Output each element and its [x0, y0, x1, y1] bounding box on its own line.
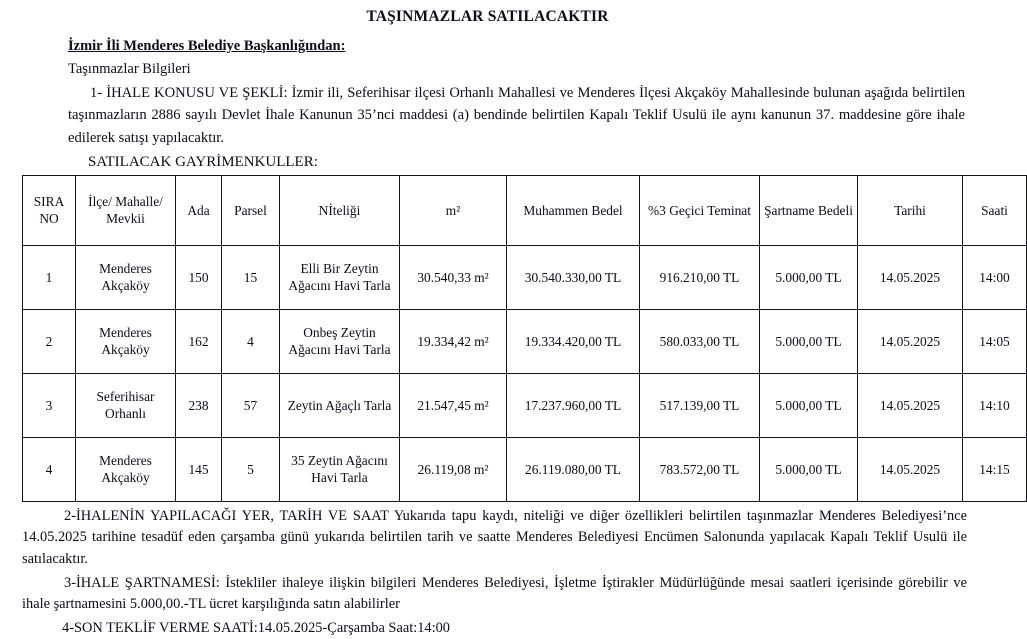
cell-muhammen-bedel: 19.334.420,00 TL	[507, 309, 640, 373]
cell-parsel: 5	[222, 437, 280, 501]
cell-gecici-teminat: 916.210,00 TL	[640, 245, 760, 309]
cell-mahalle: Akçaköy	[101, 278, 150, 294]
cell-parsel: 4	[222, 309, 280, 373]
cell-niteligi: Onbeş Zeytin Ağacını Havi Tarla	[280, 309, 400, 373]
cell-saati: 14:00	[963, 245, 1027, 309]
cell-sartname-bedeli: 5.000,00 TL	[760, 309, 858, 373]
cell-sira-no: 1	[23, 245, 76, 309]
cell-tarihi: 14.05.2025	[858, 373, 963, 437]
cell-ilce: Menderes	[99, 325, 152, 341]
cell-ada: 150	[176, 245, 222, 309]
cell-niteligi: Zeytin Ağaçlı Tarla	[280, 373, 400, 437]
paragraph-3: 3-İHALE ŞARTNAMESİ: İstekliler ihaleye ilişkin bilgileri Menderes Belediyesi, İşletme İştirakler Müdürlüğünde mesai saatleri içerisinde görebilir ve ihale şartnamesini 5.000,00.-TL ücret karşılığında satın alabilirler	[22, 574, 967, 613]
cell-tarihi: 14.05.2025	[858, 437, 963, 501]
table-row	[23, 437, 1027, 501]
col-header-m2: m²	[400, 175, 507, 245]
table-row	[23, 245, 1027, 309]
cell-m2: 21.547,45 m²	[400, 373, 507, 437]
cell-niteligi: 35 Zeytin Ağacını Havi Tarla	[280, 437, 400, 501]
cell-ada: 145	[176, 437, 222, 501]
col-header-ilce-mahalle-mevkii: İlçe/ Mahalle/ Mevkii	[76, 175, 176, 245]
authority-line	[68, 37, 965, 57]
cell-m2: 26.119,08 m²	[400, 437, 507, 501]
cell-ilce: Seferihisar	[96, 389, 155, 405]
cell-sartname-bedeli: 5.000,00 TL	[760, 373, 858, 437]
col-header-muhammen-bedel: Muhammen Bedel	[507, 175, 640, 245]
col-header-ada: Ada	[176, 175, 222, 245]
cell-parsel: 15	[222, 245, 280, 309]
cell-saati: 14:10	[963, 373, 1027, 437]
cell-m2: 19.334,42 m²	[400, 309, 507, 373]
cell-ada: 162	[176, 309, 222, 373]
cell-sira-no: 3	[23, 373, 76, 437]
intro-block	[0, 37, 975, 173]
cell-mahalle: Akçaköy	[101, 342, 150, 358]
properties-info-label: Taşınmazlar Bilgileri	[68, 61, 191, 78]
col-header-niteligi: Nİteliği	[280, 175, 400, 245]
table-body	[23, 245, 1027, 501]
cell-ilce-mahalle	[76, 245, 176, 309]
cell-ilce-mahalle	[76, 437, 176, 501]
document-page	[0, 8, 1010, 636]
cell-muhammen-bedel: 26.119.080,00 TL	[507, 437, 640, 501]
cell-sira-no: 4	[23, 437, 76, 501]
cell-ilce: Menderes	[99, 453, 152, 469]
cell-muhammen-bedel: 17.237.960,00 TL	[507, 373, 640, 437]
col-header-sira-no: SIRA NO	[23, 175, 76, 245]
paragraph-1: 1- İHALE KONUSU VE ŞEKLİ: İzmir ili, Seferihisar ilçesi Orhanlı Mahallesi ve Menderes İlçesi Akçaköy Mahallesinde bulunan aşağıda belirtilen taşınmazların 2886 sayılı Devlet İhale Kanunun 35’nci maddesi (a) bendinde belirtilen Kapalı Teklif Usulü ile aynı kanunun 37. maddesine göre ihale edilerek satışı yapılacaktır.	[68, 85, 965, 146]
cell-gecici-teminat: 783.572,00 TL	[640, 437, 760, 501]
cell-mahalle: Akçaköy	[101, 470, 150, 486]
cell-gecici-teminat: 580.033,00 TL	[640, 309, 760, 373]
properties-table-wrapper	[0, 175, 1010, 502]
table-row	[23, 309, 1027, 373]
paragraph-2: 2-İHALENİN YAPILACAĞI YER, TARİH VE SAAT Yukarıda tapu kaydı, niteliği ve diğer özellikleri belirtilen taşınmazlar Menderes Belediyesi’nce 14.05.2025 tarihine tesadüf eden çarşamba günü yukarıda belirtilen tarih ve saatte Menderes Belediyesi Encümen Salonunda yapılacak Kapalı Teklif Usulü ile satılacaktır.	[22, 507, 967, 567]
col-header-parsel: Parsel	[222, 175, 280, 245]
cell-sira-no: 2	[23, 309, 76, 373]
cell-mahalle: Orhanlı	[105, 406, 146, 422]
table-head	[23, 175, 1027, 245]
authority-heading: İzmir İli Menderes Belediye Başkanlığından:	[68, 37, 346, 54]
col-header-saati: Saati	[963, 175, 1027, 245]
cell-sartname-bedeli: 5.000,00 TL	[760, 245, 858, 309]
cell-ilce-mahalle	[76, 373, 176, 437]
cell-saati: 14:05	[963, 309, 1027, 373]
paragraph-4: 4-SON TEKLİF VERME SAATİ:14.05.2025-Çarşamba Saat:14:00	[62, 619, 450, 636]
bottom-block	[0, 506, 975, 639]
table-row	[23, 373, 1027, 437]
cell-ilce: Menderes	[99, 261, 152, 277]
cell-sartname-bedeli: 5.000,00 TL	[760, 437, 858, 501]
cell-ada: 238	[176, 373, 222, 437]
cell-ilce-mahalle	[76, 309, 176, 373]
cell-niteligi: Elli Bir Zeytin Ağacını Havi Tarla	[280, 245, 400, 309]
cell-gecici-teminat: 517.139,00 TL	[640, 373, 760, 437]
col-header-sartname-bedeli: Şartname Bedeli	[760, 175, 858, 245]
properties-table	[22, 175, 1027, 502]
col-header-tarihi: Tarihi	[858, 175, 963, 245]
page-title: TAŞINMAZLAR SATILACAKTIR	[366, 8, 609, 25]
cell-saati: 14:15	[963, 437, 1027, 501]
table-header-row	[23, 175, 1027, 245]
cell-parsel: 57	[222, 373, 280, 437]
cell-muhammen-bedel: 30.540.330,00 TL	[507, 245, 640, 309]
cell-tarihi: 14.05.2025	[858, 245, 963, 309]
cell-m2: 30.540,33 m²	[400, 245, 507, 309]
section-heading-properties: SATILACAK GAYRİMENKULLER:	[88, 153, 318, 170]
cell-tarihi: 14.05.2025	[858, 309, 963, 373]
col-header-gecici-teminat: %3 Geçici Teminat	[640, 175, 760, 245]
